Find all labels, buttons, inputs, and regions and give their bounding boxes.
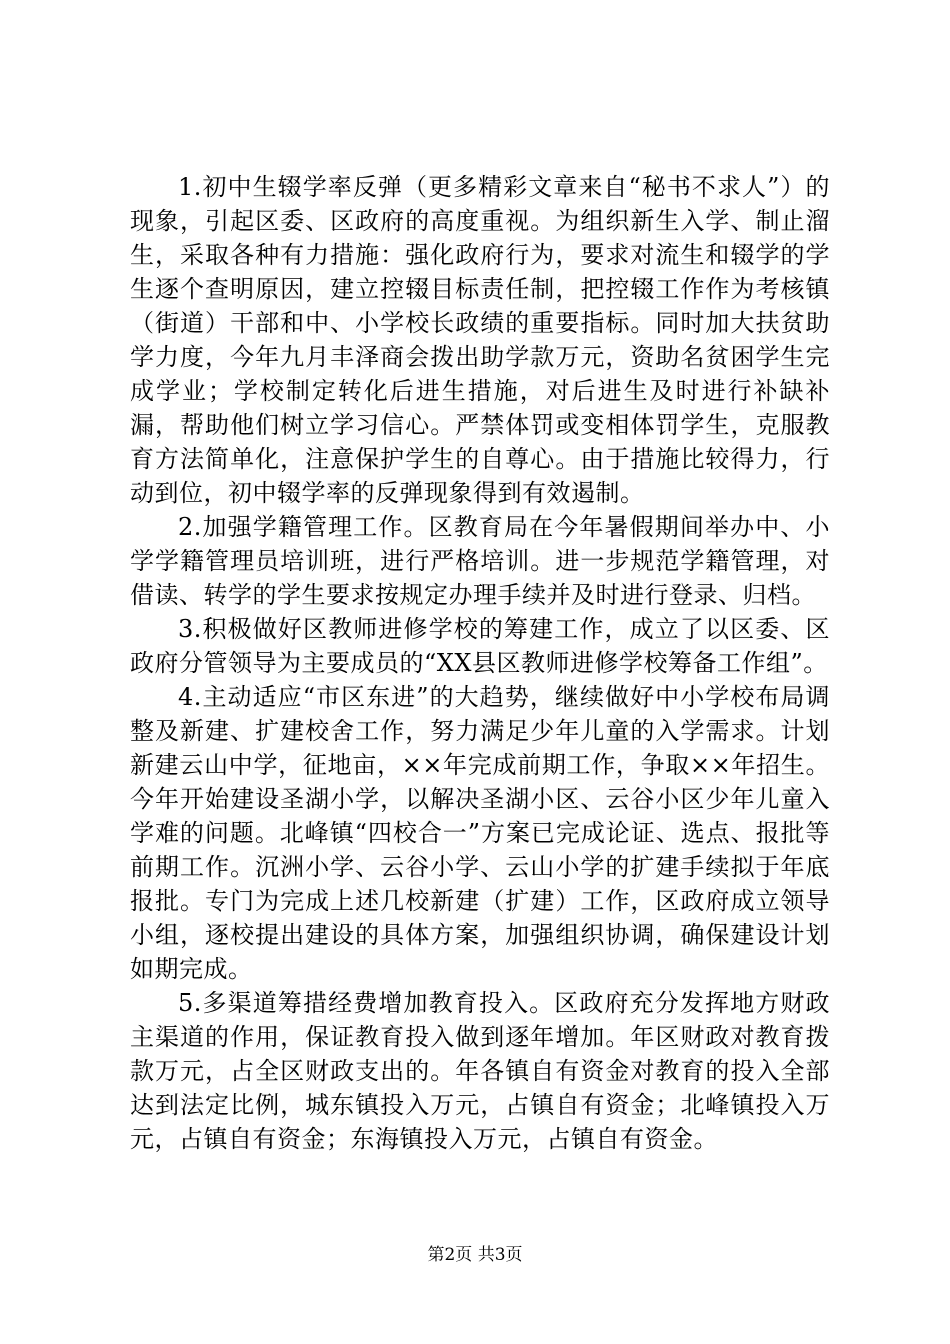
page-footer: 第2页 共3页 [427, 1245, 523, 1265]
paragraph-3: 3.积极做好区教师进修学校的筹建工作，成立了以区委、区政府分管领导为主要成员的“XX县区教师进修学校筹备工作组”。 [130, 615, 830, 677]
document-body [130, 170, 830, 1156]
paragraph-1: 1.初中生辍学率反弹（更多精彩文章来自“秘书不求人”）的现象，引起区委、区政府的高度重视。为组织新生入学、制止溜生，采取各种有力措施：强化政府行为，要求对流生和辍学的学生逐个查明原因，建立控辍目标责任制，把控辍工作作为考核镇（街道）干部和中、小学校长政绩的重要指标。同时加大扶贫助学力度，今年九月丰泽商会拨出助学款万元，资助名贫困学生完成学业；学校制定转化后进生措施，对后进生及时进行补缺补漏，帮助他们树立学习信心。严禁体罚或变相体罚学生，克服教育方法简单化，注意保护学生的自尊心。由于措施比较得力，行动到位，初中辍学率的反弹现象得到有效遏制。 [130, 173, 830, 507]
paragraph-2: 2.加强学籍管理工作。区教育局在今年暑假期间举办中、小学学籍管理员培训班，进行严格培训。进一步规范学籍管理，对借读、转学的学生要求按规定办理手续并及时进行登录、归档。 [130, 513, 830, 609]
paragraph-4: 4.主动适应“市区东进”的大趋势，继续做好中小学校布局调整及新建、扩建校舍工作，努力满足少年儿童的入学需求。计划新建云山中学，征地亩，××年完成前期工作，争取××年招生。今年开始建设圣湖小学，以解决圣湖小区、云谷小区少年儿童入学难的问题。北峰镇“四校合一”方案已完成论证、选点、报批等前期工作。沉洲小学、云谷小学、云山小学的扩建手续拟于年底报批。专门为完成上述几校新建（扩建）工作，区政府成立领导小组，逐校提出建设的具体方案，加强组织协调，确保建设计划如期完成。 [130, 683, 830, 983]
paragraph-5: 5.多渠道筹措经费增加教育投入。区政府充分发挥地方财政主渠道的作用，保证教育投入做到逐年增加。年区财政对教育拨款万元，占全区财政支出的。年各镇自有资金对教育的投入全部达到法定比例，城东镇投入万元，占镇自有资金；北峰镇投入万元，占镇自有资金；东海镇投入万元，占镇自有资金。 [130, 989, 830, 1153]
